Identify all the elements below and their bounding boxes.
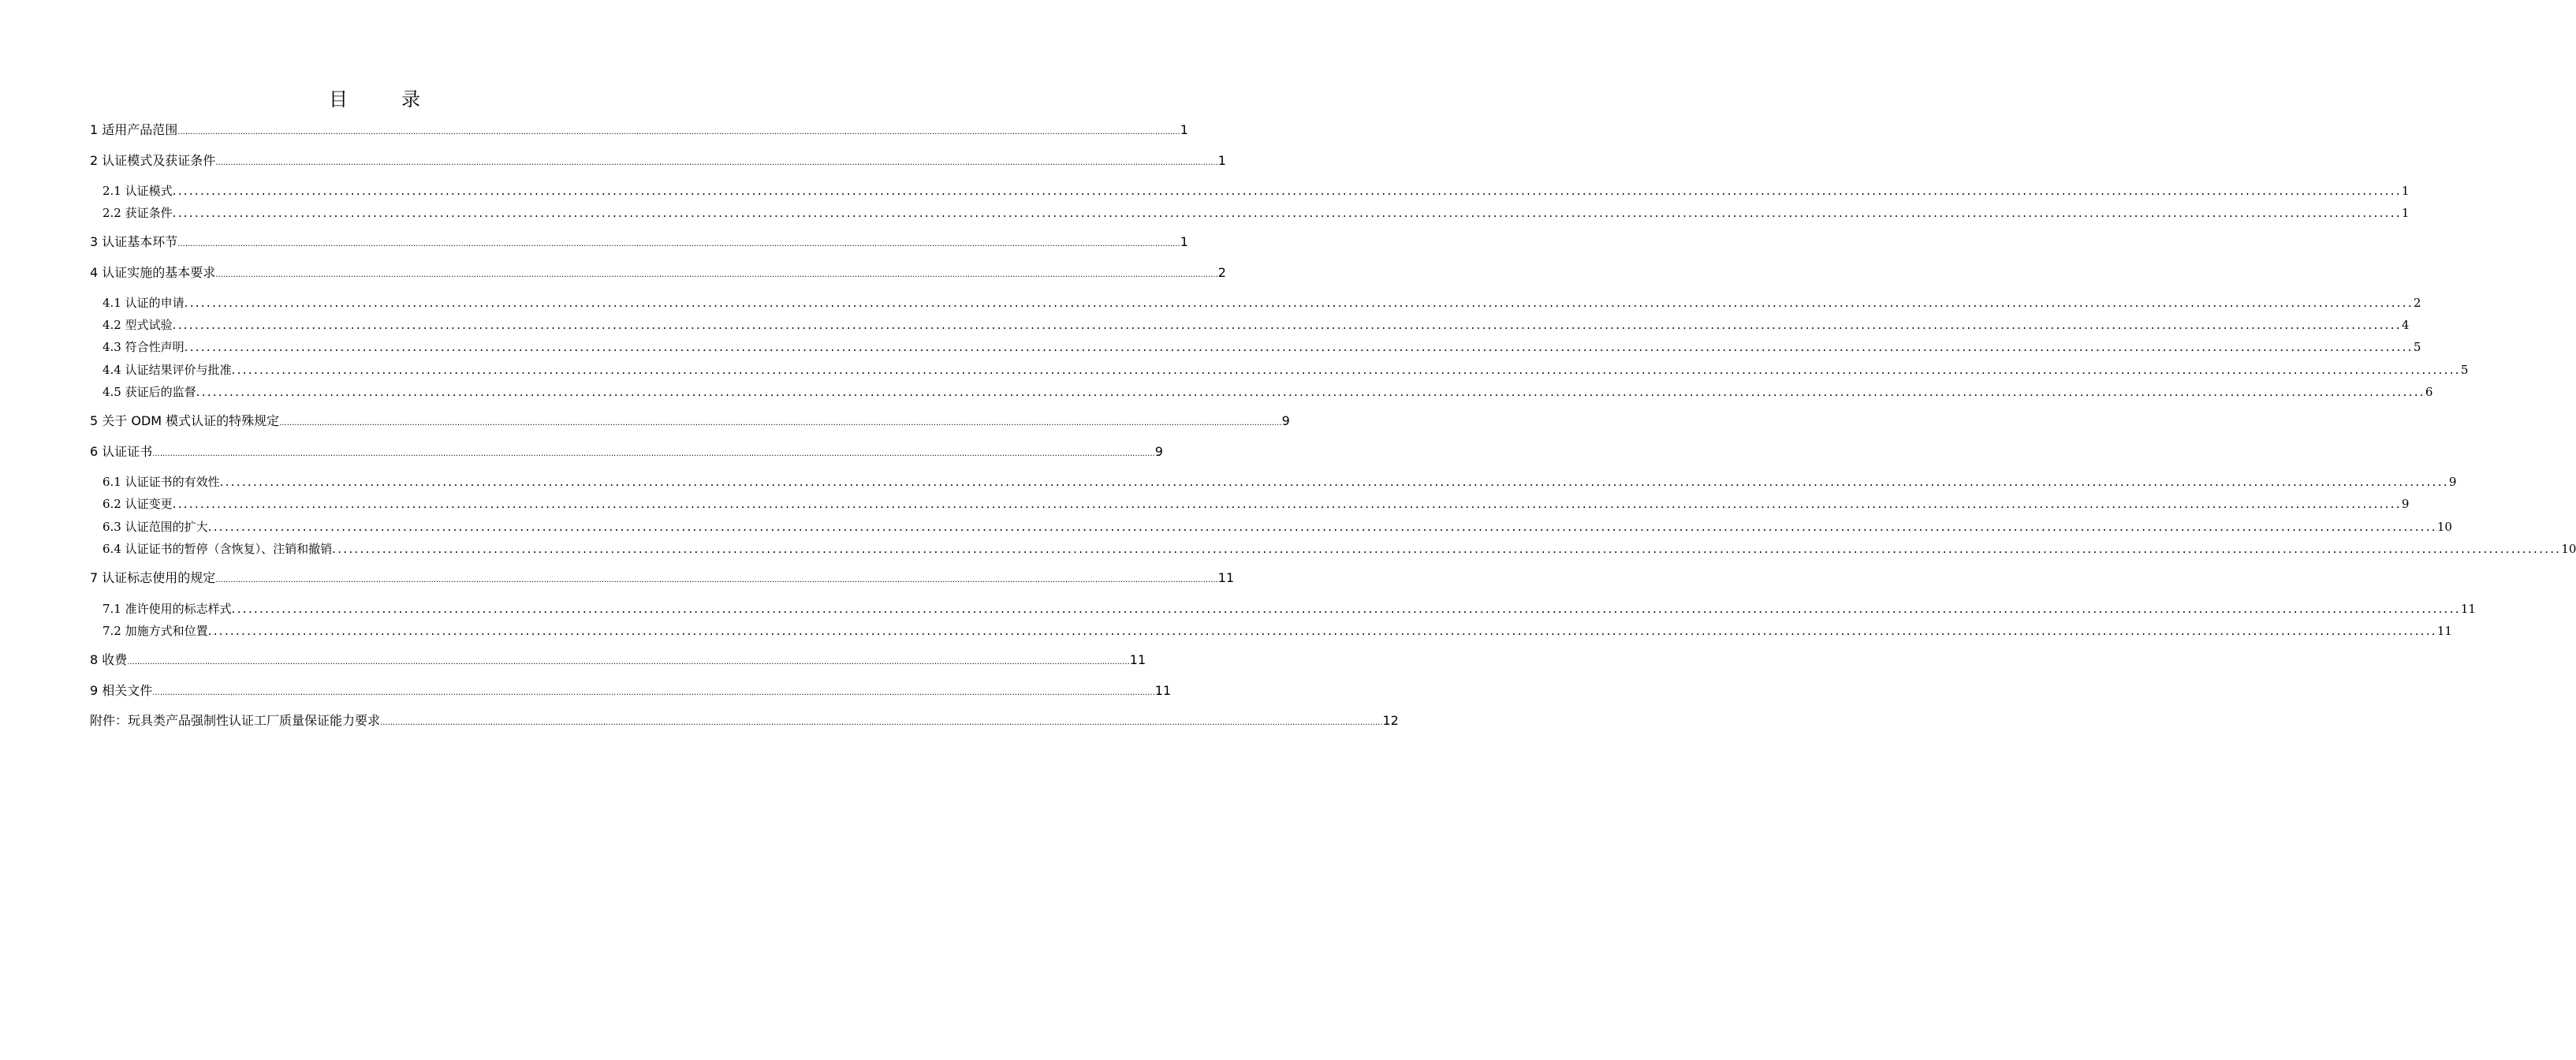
toc-entry-label: 9 相关文件 (90, 683, 153, 698)
toc-entry-4-1[interactable] (103, 293, 2421, 312)
toc-page-number: 2 (1217, 265, 1226, 280)
toc-entry-4-4[interactable] (103, 360, 2469, 379)
toc-entry-7[interactable] (90, 569, 1235, 588)
toc-page-number: 1 (1180, 122, 1188, 137)
toc-entry-label: 7 认证标志使用的规定 (90, 570, 216, 585)
toc-dot-leader: ................................................................................................................................................................................................................................................................................................................................................................................................................ (172, 206, 2402, 220)
toc-entry-6[interactable] (90, 442, 1163, 461)
toc-entry-label: 6.2 认证变更 (103, 497, 173, 511)
toc-entry-7-2[interactable] (103, 621, 2452, 640)
toc-entry-4[interactable] (90, 263, 1226, 282)
toc-entry-3[interactable] (90, 233, 1188, 252)
toc-entry-label: 3 认证基本环节 (90, 234, 178, 249)
toc-dot-leader: ................................................................................................................................................................................................................................................................................................................................................................................................................ (279, 419, 1282, 427)
toc-dot-leader: ................................................................................................................................................................................................................................................................................................................................................................................................................ (152, 689, 1155, 697)
toc-dot-leader: ................................................................................................................................................................................................................................................................................................................................................................................................................ (231, 363, 2461, 377)
toc-entry-2-1[interactable] (103, 181, 2410, 200)
toc-entry-5[interactable] (90, 412, 1290, 431)
toc-entry-label: 7.2 加施方式和位置 (103, 624, 208, 638)
toc-entry-label: 1 适用产品范围 (90, 122, 178, 137)
toc-entry-label: 7.1 准许使用的标志样式 (103, 602, 232, 616)
toc-entry-label: 2.2 获证条件 (103, 206, 173, 220)
toc-page-number: 12 (1382, 713, 1399, 728)
toc-page-number: 9 (1154, 444, 1163, 459)
toc-entry-label: 2.1 认证模式 (103, 184, 173, 198)
toc-page-number: 5 (2460, 363, 2469, 377)
toc-entry-label: 4.3 符合性声明 (103, 340, 185, 354)
toc-entry-4-2[interactable] (103, 315, 2410, 334)
toc-page-number: 1 (1180, 234, 1188, 249)
toc-page-number: 9 (2448, 475, 2457, 489)
toc-entry-label: 6.1 认证证书的有效性 (103, 475, 220, 489)
toc-entry-4-3[interactable] (103, 338, 2421, 356)
toc-entry-label: 8 收费 (90, 652, 128, 667)
toc-entry-6-2[interactable] (103, 495, 2410, 513)
toc-page-number: 9 (2401, 497, 2410, 511)
toc-page-number: 10 (2561, 542, 2576, 556)
toc-entry-8[interactable] (90, 651, 1146, 670)
toc-dot-leader: ................................................................................................................................................................................................................................................................................................................................................................................................................ (172, 318, 2402, 332)
toc-dot-leader: ................................................................................................................................................................................................................................................................................................................................................................................................................ (184, 340, 2414, 354)
toc-dot-leader: ................................................................................................................................................................................................................................................................................................................................................................................................................ (215, 159, 1218, 167)
toc-entry-appendix[interactable] (90, 711, 1399, 730)
toc-page-number: 9 (1281, 413, 1290, 428)
toc-entry-6-4[interactable] (103, 539, 2576, 558)
toc-title: 目 录 (329, 88, 438, 110)
toc-entry-4-5[interactable] (103, 383, 2433, 401)
toc-page-number: 6 (2425, 385, 2433, 399)
toc-page-number: 11 (1217, 570, 1235, 585)
toc-dot-leader: ................................................................................................................................................................................................................................................................................................................................................................................................................ (196, 385, 2425, 399)
toc-entry-label: 4.1 认证的申请 (103, 296, 185, 310)
toc-page-number: 11 (2436, 624, 2452, 638)
toc-entry-label: 4.2 型式试验 (103, 318, 173, 332)
toc-entry-9[interactable] (90, 681, 1172, 700)
toc-dot-leader: ................................................................................................................................................................................................................................................................................................................................................................................................................ (152, 450, 1155, 458)
toc-dot-leader: ................................................................................................................................................................................................................................................................................................................................................................................................................ (219, 475, 2449, 489)
toc-entry-2[interactable] (90, 151, 1226, 170)
toc-page-number: 5 (2413, 340, 2421, 354)
toc-entry-label: 6.3 认证范围的扩大 (103, 520, 208, 534)
toc-entry-label: 6 认证证书 (90, 444, 153, 459)
toc-dot-leader: ................................................................................................................................................................................................................................................................................................................................................................................................................ (231, 602, 2461, 616)
toc-dot-leader: ................................................................................................................................................................................................................................................................................................................................................................................................................ (207, 520, 2437, 534)
toc-entry-label: 2 认证模式及获证条件 (90, 153, 216, 168)
toc-dot-leader: ................................................................................................................................................................................................................................................................................................................................................................................................................ (127, 658, 1130, 666)
toc-dot-leader: ................................................................................................................................................................................................................................................................................................................................................................................................................ (172, 497, 2402, 511)
toc-page-number: 10 (2436, 520, 2452, 534)
toc-entry-2-2[interactable] (103, 203, 2410, 222)
toc-dot-leader: ................................................................................................................................................................................................................................................................................................................................................................................................................ (207, 624, 2437, 638)
toc-entry-6-3[interactable] (103, 517, 2452, 536)
toc-page-number: 1 (2401, 206, 2410, 220)
toc-page-number: 2 (2413, 296, 2421, 310)
toc-entry-label: 4.4 认证结果评价与批准 (103, 363, 232, 377)
toc-entry-label: 4.5 获证后的监督 (103, 385, 196, 399)
toc-entry-label: 附件：玩具类产品强制性认证工厂质量保证能力要求 (90, 713, 381, 728)
toc-entry-1[interactable] (90, 121, 1188, 140)
toc-entry-7-1[interactable] (103, 599, 2476, 618)
toc-page-number: 11 (1129, 652, 1146, 667)
toc-dot-leader: ................................................................................................................................................................................................................................................................................................................................................................................................................ (172, 184, 2402, 198)
toc-page-number: 4 (2401, 318, 2410, 332)
toc-dot-leader: ................................................................................................................................................................................................................................................................................................................................................................................................................ (332, 542, 2562, 556)
toc-dot-leader: ................................................................................................................................................................................................................................................................................................................................................................................................................ (215, 576, 1218, 584)
toc-page-number: 11 (1154, 683, 1172, 698)
toc-entry-label: 6.4 认证证书的暂停（含恢复）、注销和撤销 (103, 542, 333, 556)
toc-page-number: 1 (2401, 184, 2410, 198)
toc-dot-leader: ................................................................................................................................................................................................................................................................................................................................................................................................................ (380, 718, 1383, 727)
toc-page-number: 11 (2460, 602, 2476, 616)
toc-dot-leader: ................................................................................................................................................................................................................................................................................................................................................................................................................ (177, 128, 1180, 136)
toc-dot-leader: ................................................................................................................................................................................................................................................................................................................................................................................................................ (215, 271, 1218, 279)
toc-dot-leader: ................................................................................................................................................................................................................................................................................................................................................................................................................ (184, 296, 2414, 310)
toc-entry-6-1[interactable] (103, 472, 2457, 491)
toc-entry-label: 5 关于 ODM 模式认证的特殊规定 (90, 413, 280, 428)
toc-page-number: 1 (1217, 153, 1226, 168)
toc-entry-label: 4 认证实施的基本要求 (90, 265, 216, 280)
toc-dot-leader: ................................................................................................................................................................................................................................................................................................................................................................................................................ (177, 240, 1180, 248)
